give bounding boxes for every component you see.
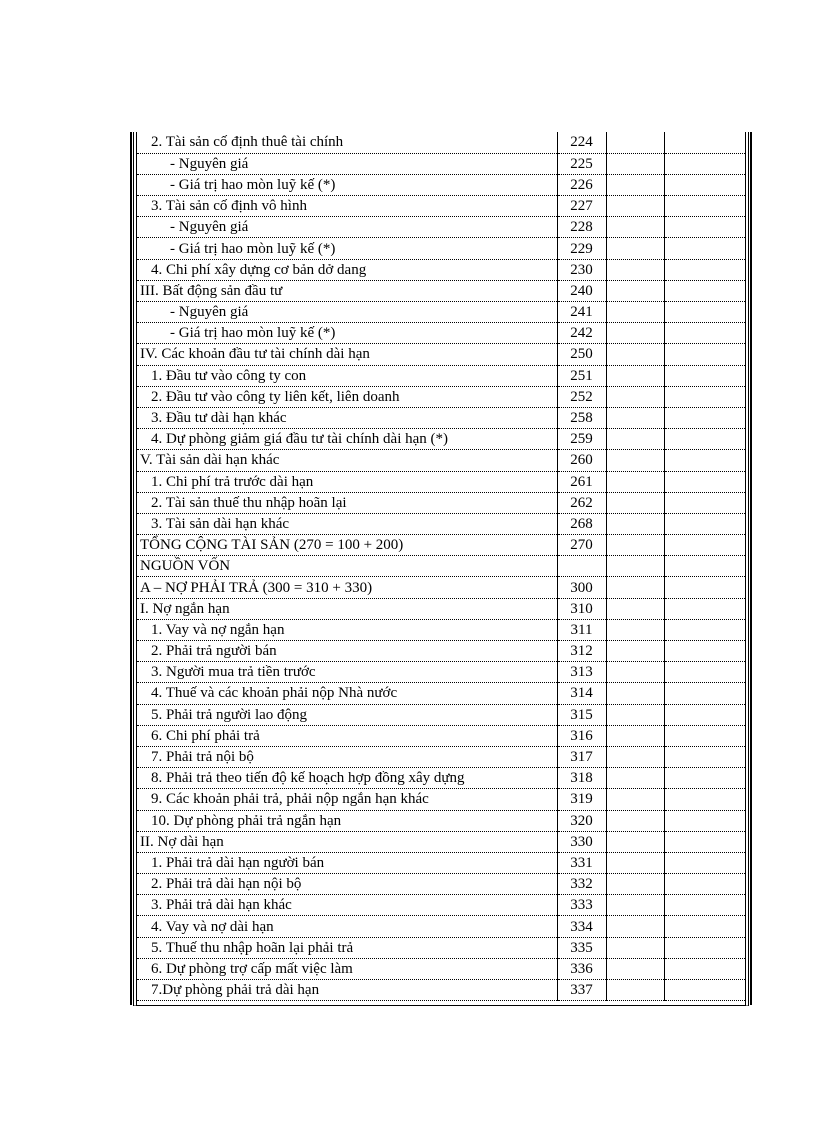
row-code: 225 [557,153,606,174]
value-cell-current [606,577,664,598]
table-row [137,831,745,852]
value-cell-current [606,217,664,238]
value-cell-current [606,302,664,323]
row-label: - Giá trị hao mòn luỹ kế (*) [137,238,557,259]
row-code: 315 [557,704,606,725]
value-cell-previous [664,725,745,746]
value-cell-previous [664,153,745,174]
value-cell-previous [664,768,745,789]
value-cell-previous [664,980,745,1001]
row-label: 7. Phải trả nội bộ [137,746,557,767]
value-cell-previous [664,852,745,873]
value-cell-previous [664,450,745,471]
row-label: 10. Dự phòng phải trả ngắn hạn [137,810,557,831]
row-label: 3. Tài sản cố định vô hình [137,196,557,217]
value-cell-previous [664,365,745,386]
value-cell-previous [664,789,745,810]
table-row [137,259,745,280]
value-cell-current [606,810,664,831]
value-cell-previous [664,916,745,937]
row-label: 5. Thuế thu nhập hoãn lại phải trả [137,937,557,958]
table-row [137,641,745,662]
value-cell-current [606,725,664,746]
row-label: 3. Người mua trả tiền trước [137,662,557,683]
table-row [137,450,745,471]
row-code: 227 [557,196,606,217]
table-row [137,302,745,323]
value-cell-current [606,196,664,217]
value-cell-previous [664,831,745,852]
row-code: 258 [557,407,606,428]
table-row [137,980,745,1001]
value-cell-previous [664,810,745,831]
value-cell-current [606,937,664,958]
table-row [137,895,745,916]
value-cell-previous [664,937,745,958]
value-cell-current [606,598,664,619]
row-code: 230 [557,259,606,280]
table-row [137,132,745,153]
row-label: 2. Phải trả dài hạn nội bộ [137,874,557,895]
value-cell-previous [664,874,745,895]
table-row [137,365,745,386]
row-code: 317 [557,746,606,767]
value-cell-previous [664,683,745,704]
value-cell-previous [664,641,745,662]
row-label: 1. Phải trả dài hạn người bán [137,852,557,873]
value-cell-previous [664,407,745,428]
row-code: 336 [557,958,606,979]
value-cell-current [606,365,664,386]
table-row [137,323,745,344]
value-cell-previous [664,492,745,513]
row-code: 334 [557,916,606,937]
row-label: I. Nợ ngắn hạn [137,598,557,619]
value-cell-previous [664,535,745,556]
table-row [137,238,745,259]
row-label: 9. Các khoản phải trả, phải nộp ngắn hạn khác [137,789,557,810]
row-label: 1. Đầu tư vào công ty con [137,365,557,386]
table-row [137,789,745,810]
row-label: 7.Dự phòng phải trả dài hạn [137,980,557,1001]
row-label: - Nguyên giá [137,217,557,238]
balance-sheet-table-frame [133,132,749,1006]
value-cell-previous [664,598,745,619]
balance-sheet-table [137,132,745,1001]
value-cell-previous [664,386,745,407]
row-label: 4. Vay và nợ dài hạn [137,916,557,937]
value-cell-current [606,704,664,725]
row-label: - Giá trị hao mòn luỹ kế (*) [137,174,557,195]
value-cell-previous [664,556,745,577]
row-label: - Giá trị hao mòn luỹ kế (*) [137,323,557,344]
value-cell-current [606,556,664,577]
row-code: 262 [557,492,606,513]
value-cell-current [606,174,664,195]
row-code: 228 [557,217,606,238]
row-label: III. Bất động sản đầu tư [137,280,557,301]
value-cell-previous [664,132,745,153]
row-code: 240 [557,280,606,301]
value-cell-previous [664,302,745,323]
row-code: 242 [557,323,606,344]
table-row [137,916,745,937]
table-row [137,344,745,365]
row-code: 252 [557,386,606,407]
table-row [137,153,745,174]
table-row [137,429,745,450]
row-code: 318 [557,768,606,789]
value-cell-current [606,259,664,280]
table-row [137,746,745,767]
value-cell-previous [664,323,745,344]
value-cell-current [606,132,664,153]
value-cell-current [606,831,664,852]
value-cell-current [606,535,664,556]
row-label: 4. Dự phòng giảm giá đầu tư tài chính dài hạn (*) [137,429,557,450]
value-cell-previous [664,471,745,492]
table-row [137,217,745,238]
value-cell-current [606,280,664,301]
table-row [137,196,745,217]
row-label: 4. Thuế và các khoản phải nộp Nhà nước [137,683,557,704]
table-row [137,471,745,492]
table-row [137,725,745,746]
row-code: 311 [557,619,606,640]
table-row [137,556,745,577]
row-label: 6. Dự phòng trợ cấp mất việc làm [137,958,557,979]
row-code: 316 [557,725,606,746]
row-label: A – NỢ PHẢI TRẢ (300 = 310 + 330) [137,577,557,598]
row-code: 260 [557,450,606,471]
row-code: 241 [557,302,606,323]
value-cell-previous [664,259,745,280]
row-label: 1. Vay và nợ ngắn hạn [137,619,557,640]
row-label: 2. Tài sản thuế thu nhập hoãn lại [137,492,557,513]
row-code: 224 [557,132,606,153]
value-cell-previous [664,238,745,259]
row-label: 2. Đầu tư vào công ty liên kết, liên doanh [137,386,557,407]
value-cell-previous [664,513,745,534]
value-cell-current [606,471,664,492]
row-label: 8. Phải trả theo tiến độ kế hoạch hợp đồng xây dựng [137,768,557,789]
row-code: 331 [557,852,606,873]
value-cell-previous [664,344,745,365]
value-cell-previous [664,746,745,767]
row-code: 310 [557,598,606,619]
table-row [137,662,745,683]
value-cell-current [606,746,664,767]
row-code: 251 [557,365,606,386]
table-row [137,810,745,831]
table-row [137,535,745,556]
table-row [137,492,745,513]
value-cell-current [606,852,664,873]
row-code: 335 [557,937,606,958]
value-cell-current [606,958,664,979]
row-label: 2. Phải trả người bán [137,641,557,662]
value-cell-previous [664,704,745,725]
value-cell-previous [664,217,745,238]
value-cell-previous [664,429,745,450]
row-code: 300 [557,577,606,598]
row-label: 4. Chi phí xây dựng cơ bản dở dang [137,259,557,280]
value-cell-current [606,344,664,365]
table-row [137,513,745,534]
table-row [137,577,745,598]
row-code: 337 [557,980,606,1001]
row-code: 226 [557,174,606,195]
row-code: 313 [557,662,606,683]
value-cell-current [606,619,664,640]
table-row [137,874,745,895]
row-label: TỔNG CỘNG TÀI SẢN (270 = 100 + 200) [137,535,557,556]
row-code: 261 [557,471,606,492]
value-cell-previous [664,619,745,640]
table-row [137,174,745,195]
value-cell-current [606,407,664,428]
value-cell-current [606,641,664,662]
value-cell-current [606,492,664,513]
value-cell-previous [664,174,745,195]
row-label: 3. Tài sản dài hạn khác [137,513,557,534]
value-cell-current [606,513,664,534]
row-code: 312 [557,641,606,662]
value-cell-current [606,683,664,704]
value-cell-current [606,450,664,471]
value-cell-previous [664,958,745,979]
value-cell-current [606,980,664,1001]
row-label: V. Tài sản dài hạn khác [137,450,557,471]
row-code: 250 [557,344,606,365]
value-cell-current [606,789,664,810]
value-cell-current [606,768,664,789]
table-row [137,280,745,301]
row-code: 332 [557,874,606,895]
row-label: 3. Phải trả dài hạn khác [137,895,557,916]
table-row [137,852,745,873]
row-label: 5. Phải trả người lao động [137,704,557,725]
table-row [137,768,745,789]
value-cell-previous [664,196,745,217]
row-code: 268 [557,513,606,534]
value-cell-previous [664,662,745,683]
table-row [137,704,745,725]
value-cell-current [606,153,664,174]
table-row [137,598,745,619]
value-cell-current [606,429,664,450]
row-label: 1. Chi phí trả trước dài hạn [137,471,557,492]
value-cell-current [606,238,664,259]
row-label: 2. Tài sản cố định thuê tài chính [137,132,557,153]
row-label: - Nguyên giá [137,302,557,323]
row-label: 6. Chi phí phải trả [137,725,557,746]
row-code: 319 [557,789,606,810]
row-label: 3. Đầu tư dài hạn khác [137,407,557,428]
row-code: 314 [557,683,606,704]
table-row [137,619,745,640]
row-code: 270 [557,535,606,556]
value-cell-current [606,874,664,895]
row-label: - Nguyên giá [137,153,557,174]
value-cell-current [606,895,664,916]
table-row [137,386,745,407]
table-row [137,407,745,428]
value-cell-current [606,386,664,407]
row-code: 330 [557,831,606,852]
row-label: IV. Các khoản đầu tư tài chính dài hạn [137,344,557,365]
value-cell-previous [664,280,745,301]
table-row [137,937,745,958]
row-code [557,556,606,577]
row-label: NGUỒN VỐN [137,556,557,577]
row-code: 229 [557,238,606,259]
row-code: 333 [557,895,606,916]
balance-sheet-rows [137,132,745,1001]
table-row [137,958,745,979]
value-cell-previous [664,895,745,916]
value-cell-previous [664,577,745,598]
value-cell-current [606,662,664,683]
value-cell-current [606,916,664,937]
table-row [137,683,745,704]
value-cell-current [606,323,664,344]
row-label: II. Nợ dài hạn [137,831,557,852]
row-code: 320 [557,810,606,831]
row-code: 259 [557,429,606,450]
